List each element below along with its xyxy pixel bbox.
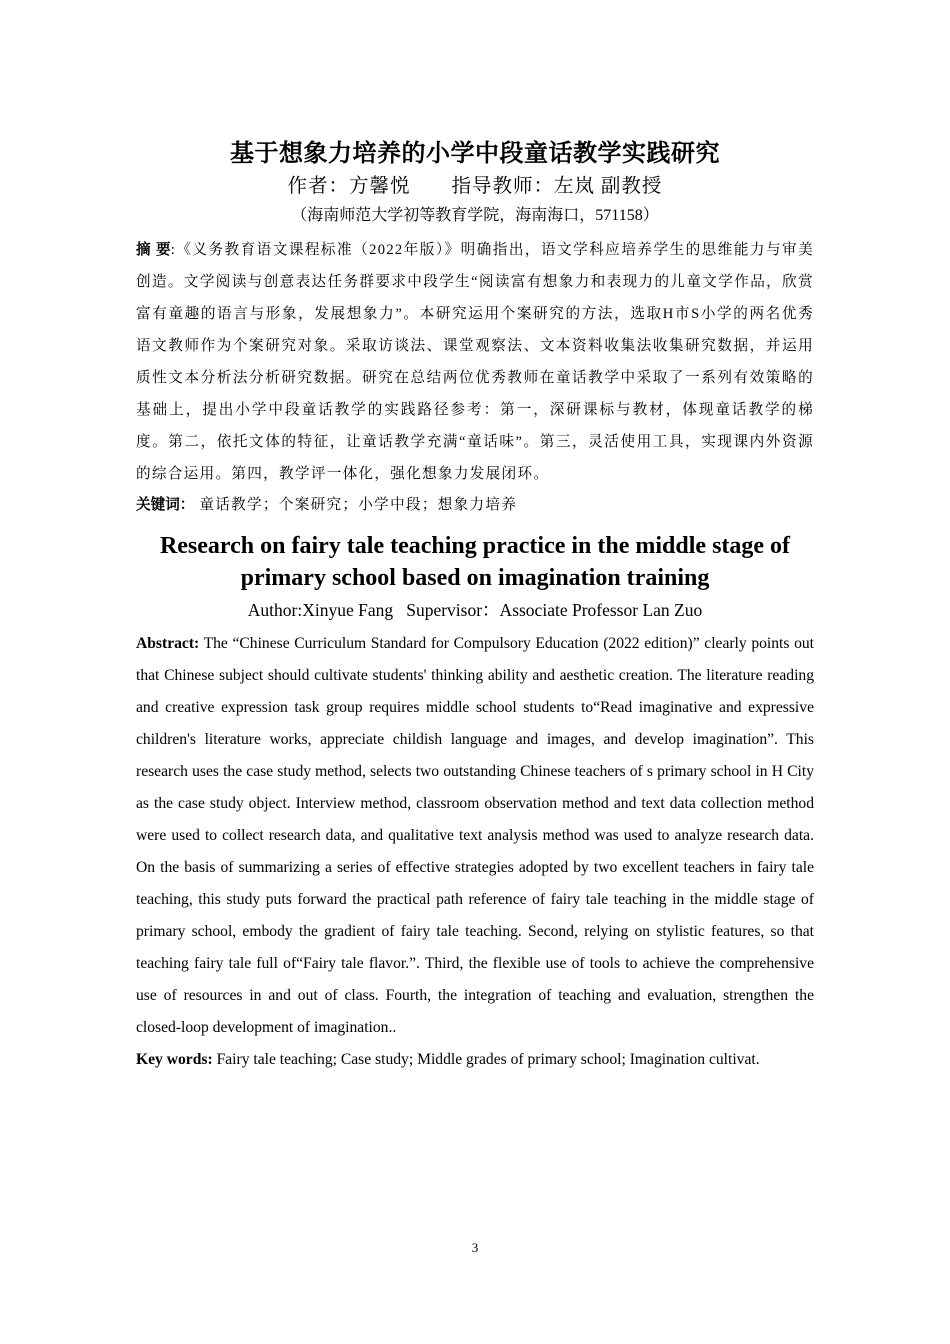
chinese-keywords-label: 关键词：: [136, 496, 195, 513]
chinese-author-line: 作者：方馨悦 指导教师：左岚 副教授: [287, 176, 663, 197]
paper-page: [136, 136, 814, 1076]
chinese-affiliation: （海南师范大学初等教育学院，海南海口，571158）: [291, 207, 659, 224]
english-keywords-label: Key words:: [136, 1051, 213, 1068]
page-number: 3: [471, 1240, 479, 1255]
english-title: Research on fairy tale teaching practice in the middle stage of primary school based on imagination training: [159, 533, 791, 591]
chinese-keywords: [136, 490, 814, 520]
english-author-line: Author:Xinyue Fang Supervisor：Associate Professor Lan Zuo: [247, 600, 703, 620]
english-keywords: [136, 1044, 814, 1076]
chinese-keywords-text: 童话教学；个案研究；小学中段；想象力培养: [199, 497, 518, 513]
english-keywords-text: Fairy tale teaching; Case study; Middle grades of primary school; Imagination cultivat.: [212, 1051, 760, 1068]
chinese-abstract-label: 摘 要: [136, 241, 171, 258]
chinese-abstract-text: :《义务教育语文课程标准（2022年版）》明确指出，语文学科应培养学生的思维能力与审美创造。文学阅读与创意表达任务群要求中段学生“阅读富有想象力和表现力的儿童文学作品，欣赏富有童趣的语言与形象，发展想象力”。本研究运用个案研究的方法，选取H市S小学的两名优秀语文教师作为个案研究对象。采取访谈法、课堂观察法、文本资料收集法收集研究数据，并运用质性文本分析法分析研究数据。研究在总结两位优秀教师在童话教学中采取了一系列有效策略的基础上，提出小学中段童话教学的实践路径参考：第一，深研课标与教材，体现童话教学的梯度。第二，依托文体的特征，让童话教学充满“童话味”。第三，灵活使用工具，实现课内外资源的综合运用。第四，教学评一体化，强化想象力发展闭环。: [136, 242, 814, 482]
chinese-abstract: [136, 234, 814, 490]
english-abstract-label: Abstract:: [136, 635, 200, 652]
english-abstract: [136, 628, 814, 1044]
english-abstract-text: The “Chinese Curriculum Standard for Compulsory Education (2022 edition)” clearly points out that Chinese subject should cultivate students' thinking ability and aesthetic creation. The literature reading and creative expression task group requires middle school students to“Read imaginative and expressive children's literature works, appreciate childish language and images, and develop imagination”. This research uses the case study method, selects two outstanding Chinese teachers of s primary school in H City as the case study object. Interview method, classroom observation method and text data collection method were used to collect research data, and qualitative text analysis method was used to analyze research data. On the basis of summarizing a series of effective strategies adopted by two excellent teachers in fairy tale teaching, this study puts forward the practical path reference of fairy tale teaching in the middle stage of primary school, embody the gradient of fairy tale teaching. Second, relying on stylistic features, so that teaching fairy tale full of“Fairy tale flavor.”. Third, the flexible use of tools to achieve the comprehensive use of resources in and out of class. Fourth, the integration of teaching and evaluation, strengthen the closed-loop development of imagination..: [136, 635, 814, 1036]
chinese-title: 基于想象力培养的小学中段童话教学实践研究: [230, 141, 720, 167]
